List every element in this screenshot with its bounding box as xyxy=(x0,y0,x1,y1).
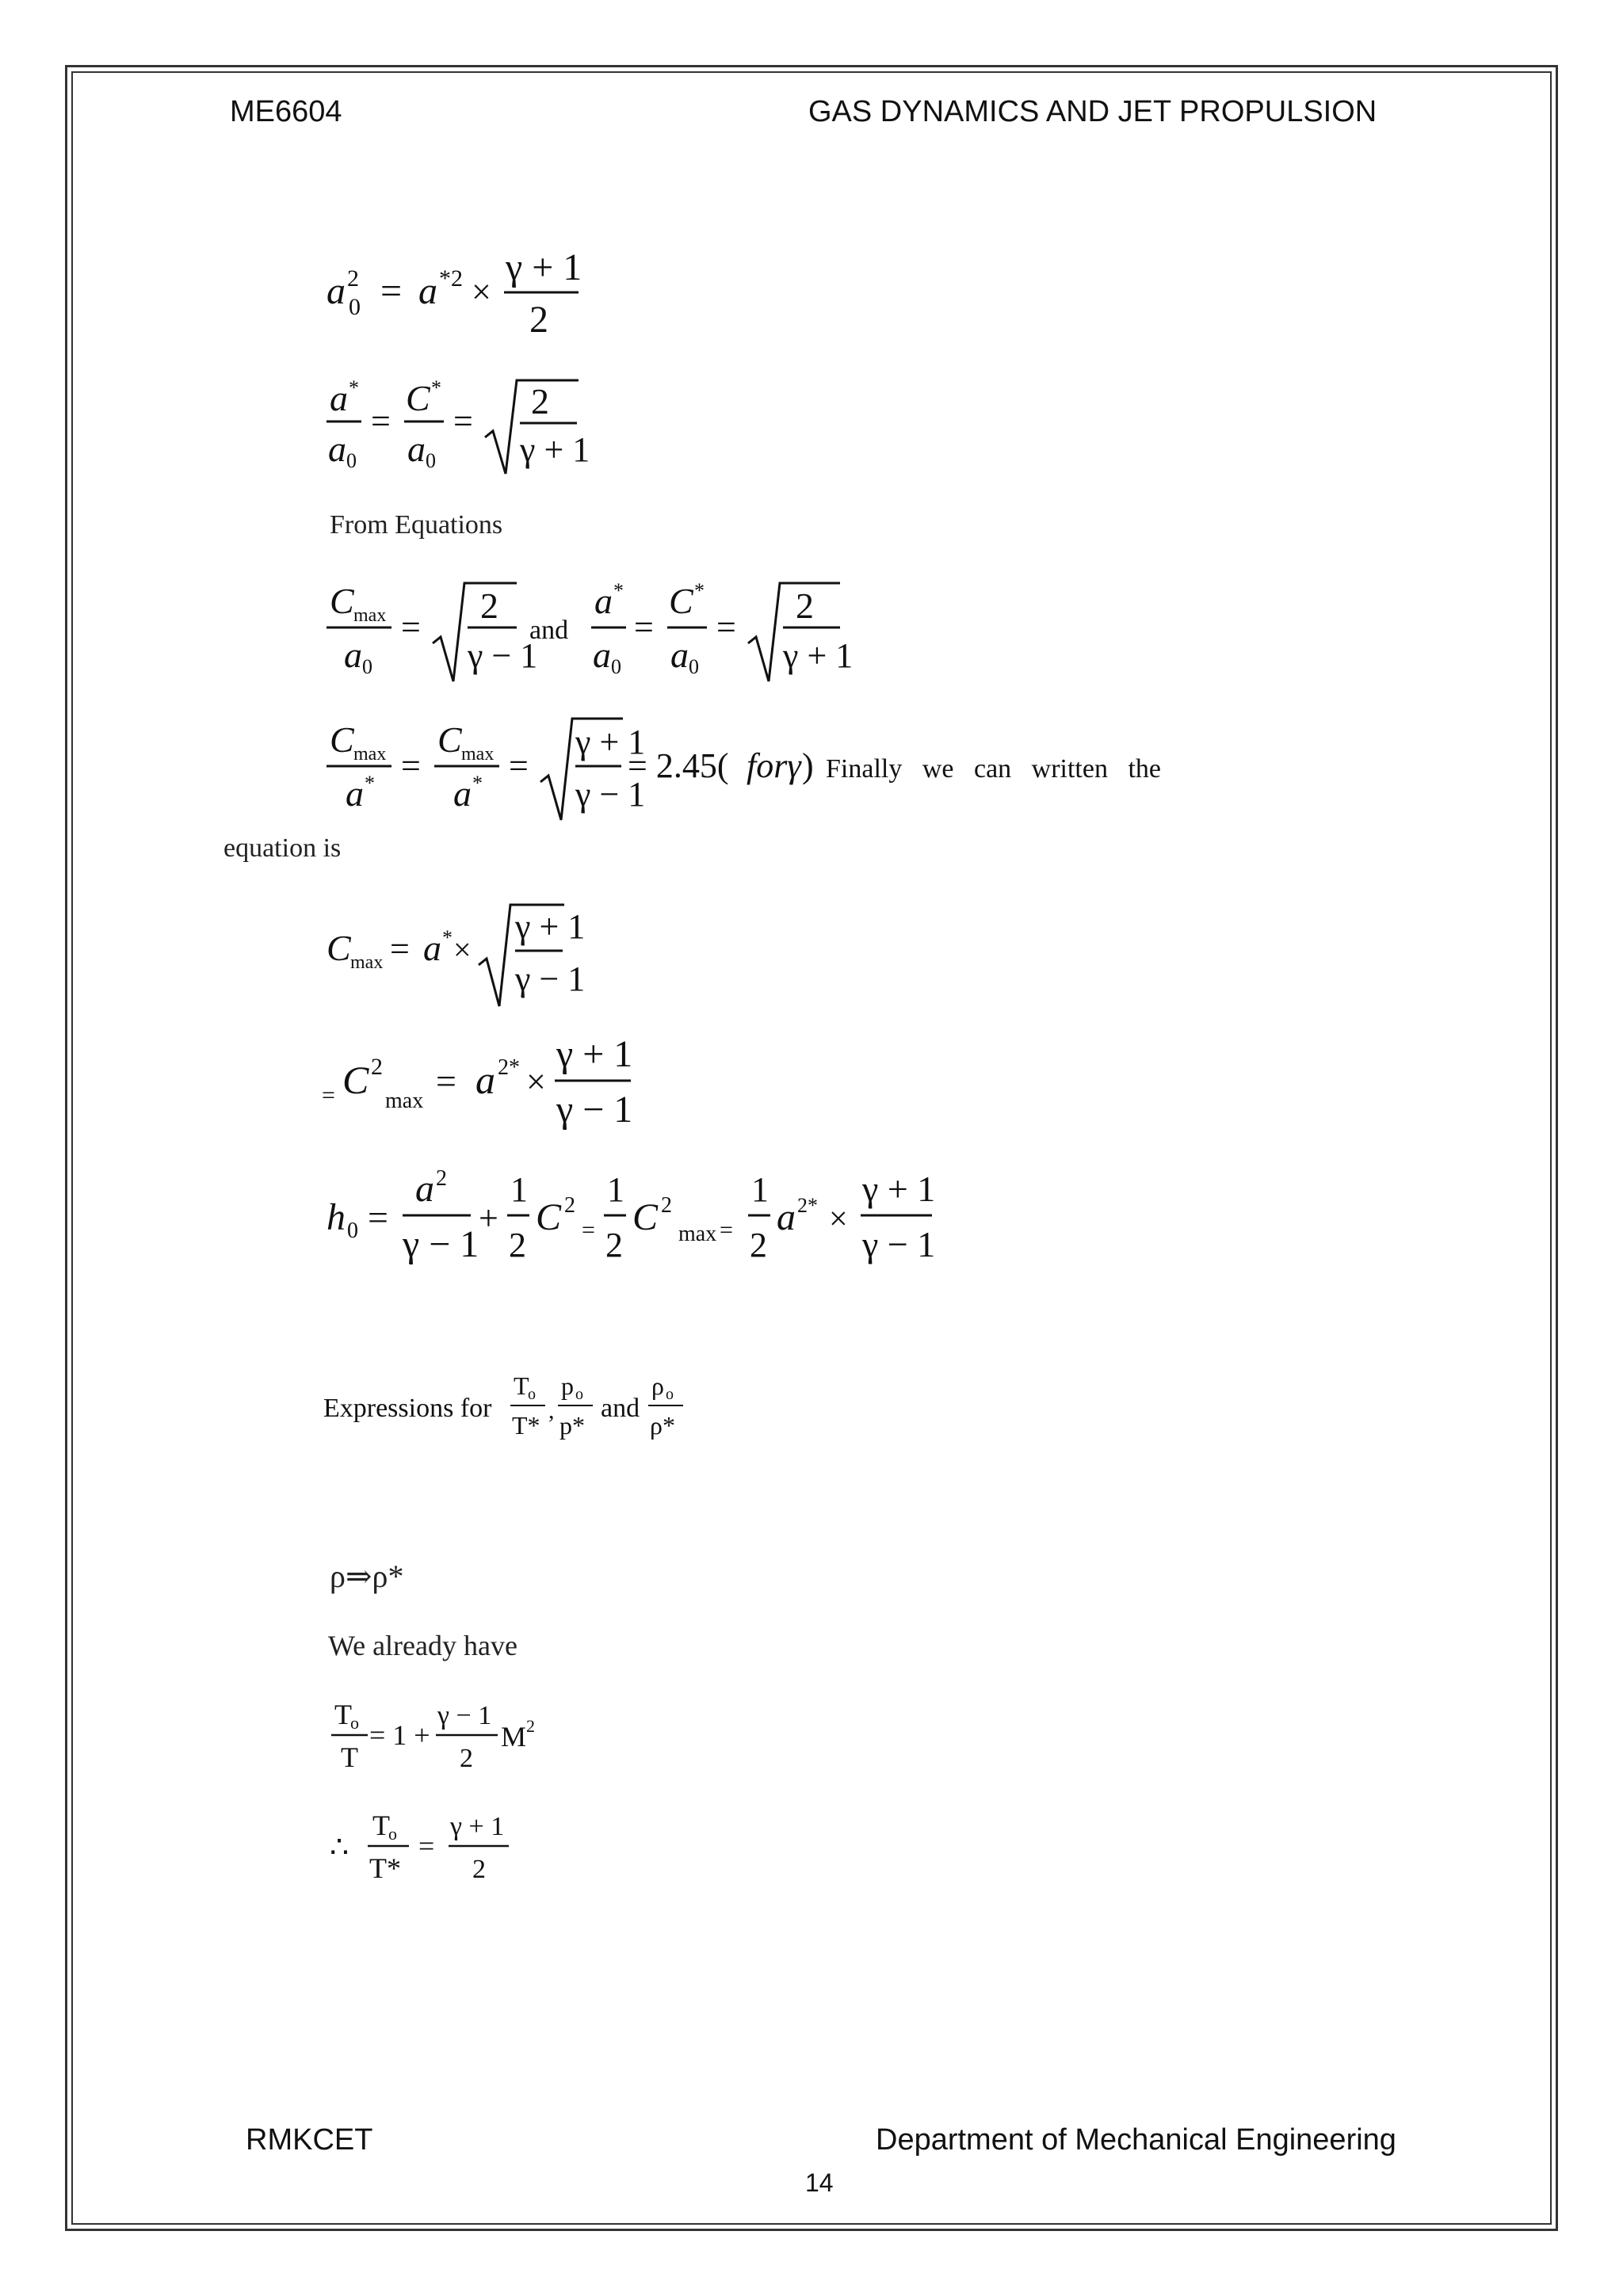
svg-text:C: C xyxy=(536,1196,562,1238)
svg-text:=: = xyxy=(582,1217,595,1243)
svg-text:*: * xyxy=(694,579,705,602)
equation-cmax-squared xyxy=(317,1030,650,1133)
svg-text:max: max xyxy=(678,1222,717,1246)
svg-text:=: = xyxy=(720,1217,733,1243)
equation-cmax xyxy=(317,895,586,1014)
text-from-equations: From Equations xyxy=(330,510,503,540)
svg-text:a: a xyxy=(777,1196,796,1238)
svg-text:2: 2 xyxy=(371,1054,383,1080)
svg-text:γ + 1: γ + 1 xyxy=(556,1033,633,1075)
header-course-code: ME6604 xyxy=(230,95,342,128)
svg-text:=: = xyxy=(436,1061,456,1101)
svg-text:1: 1 xyxy=(607,1170,624,1209)
svg-text:2: 2 xyxy=(605,1226,623,1264)
svg-text:*: * xyxy=(613,579,624,602)
svg-text:γ + 1: γ + 1 xyxy=(862,1169,936,1209)
svg-text:,: , xyxy=(548,1398,555,1424)
svg-text:2: 2 xyxy=(436,1166,447,1191)
svg-text:γ + 1: γ + 1 xyxy=(450,1812,505,1841)
svg-text:C: C xyxy=(669,581,693,621)
svg-text:2: 2 xyxy=(480,585,498,626)
svg-text:*2: *2 xyxy=(439,265,463,292)
svg-text:0: 0 xyxy=(426,449,436,472)
svg-text:C: C xyxy=(330,581,354,621)
svg-text:0: 0 xyxy=(347,1219,358,1243)
text-we-already-have: We already have xyxy=(328,1630,517,1661)
equation-cmax-over-astar xyxy=(317,709,1212,828)
svg-text:2: 2 xyxy=(796,585,814,626)
svg-text:max: max xyxy=(385,1089,424,1113)
svg-text:max: max xyxy=(353,744,387,765)
svg-text:×: × xyxy=(829,1201,848,1238)
result-value: = 2.45( xyxy=(628,746,729,785)
svg-text:2: 2 xyxy=(472,1855,486,1884)
svg-text:o: o xyxy=(350,1713,359,1733)
equation-cmax-and-critical xyxy=(317,570,856,689)
svg-text:=: = xyxy=(716,608,736,646)
svg-text:×: × xyxy=(453,932,472,967)
svg-text:C: C xyxy=(406,378,430,418)
and-connector-2: and xyxy=(601,1394,640,1423)
svg-text:o: o xyxy=(575,1386,583,1403)
svg-text:2: 2 xyxy=(531,381,549,421)
page-border-inner xyxy=(71,71,1552,2225)
svg-text:×: × xyxy=(472,273,491,311)
svg-text:C: C xyxy=(437,719,462,760)
svg-text:=: = xyxy=(390,929,410,968)
svg-text:T*: T* xyxy=(512,1411,540,1440)
svg-text:*: * xyxy=(349,376,359,399)
svg-text:o: o xyxy=(666,1386,674,1403)
svg-text:γ + 1: γ + 1 xyxy=(520,430,590,469)
svg-text:2*: 2* xyxy=(498,1055,520,1080)
svg-text:γ − 1: γ − 1 xyxy=(437,1701,492,1730)
footer-department: Department of Mechanical Engineering xyxy=(876,2123,1396,2157)
svg-text:=: = xyxy=(453,402,473,441)
svg-text:=: = xyxy=(380,270,403,312)
svg-text:γ − 1: γ − 1 xyxy=(515,959,586,998)
svg-text:a: a xyxy=(415,1168,434,1210)
svg-text:2: 2 xyxy=(526,1716,535,1736)
svg-text:a: a xyxy=(327,270,346,312)
svg-text:h: h xyxy=(327,1196,346,1238)
svg-text:T: T xyxy=(372,1810,390,1841)
text-rho-arrow: ρ⇒ρ* xyxy=(330,1558,404,1594)
svg-text:∴: ∴ xyxy=(330,1831,349,1864)
svg-text:C: C xyxy=(330,719,354,760)
svg-text:0: 0 xyxy=(346,449,357,472)
svg-text:= 1 +: = 1 + xyxy=(369,1719,430,1751)
svg-text:*: * xyxy=(431,376,441,399)
svg-text:max: max xyxy=(461,744,495,765)
svg-text:a: a xyxy=(346,773,364,814)
svg-text:0: 0 xyxy=(349,294,361,320)
svg-text:a: a xyxy=(423,928,441,968)
footer-institution: RMKCET xyxy=(246,2123,373,2157)
svg-text:=: = xyxy=(634,608,654,646)
svg-text:max: max xyxy=(353,605,387,626)
svg-text:2: 2 xyxy=(750,1226,767,1264)
svg-text:1: 1 xyxy=(510,1170,528,1209)
equation-stagnation-enthalpy xyxy=(317,1165,951,1276)
svg-text:a: a xyxy=(475,1058,495,1102)
svg-text:0: 0 xyxy=(611,655,621,678)
svg-text:0: 0 xyxy=(362,655,372,678)
svg-text:=: = xyxy=(322,1082,335,1108)
svg-text:a: a xyxy=(670,635,689,675)
svg-text:C: C xyxy=(327,928,351,968)
svg-text:T: T xyxy=(514,1371,529,1400)
svg-text:C: C xyxy=(342,1058,369,1102)
svg-text:=: = xyxy=(368,1197,388,1238)
svg-text:ρ*: ρ* xyxy=(650,1411,675,1440)
svg-text:*: * xyxy=(442,926,453,949)
svg-text:γ + 1: γ + 1 xyxy=(515,907,586,946)
for-gamma: forγ xyxy=(747,746,801,785)
svg-text:=: = xyxy=(371,402,391,441)
svg-text:2: 2 xyxy=(460,1744,473,1773)
svg-text:=: = xyxy=(418,1830,435,1862)
svg-text:a: a xyxy=(330,378,348,418)
svg-text:2: 2 xyxy=(564,1193,575,1218)
svg-text:a: a xyxy=(593,635,611,675)
page-number: 14 xyxy=(805,2168,834,2197)
svg-text:a: a xyxy=(418,270,437,312)
svg-text:0: 0 xyxy=(689,655,699,678)
svg-text:a: a xyxy=(453,773,472,814)
svg-text:a: a xyxy=(594,581,613,621)
text-finally: Finally we can written the xyxy=(826,754,1162,784)
svg-text:M: M xyxy=(501,1721,527,1753)
svg-text:a: a xyxy=(328,429,346,469)
svg-text:o: o xyxy=(528,1386,536,1403)
svg-text:a: a xyxy=(407,429,426,469)
equation-a0-squared xyxy=(317,242,602,345)
svg-text:2: 2 xyxy=(661,1193,672,1218)
svg-text:p: p xyxy=(561,1371,574,1400)
svg-text:T*: T* xyxy=(369,1852,401,1884)
svg-text:p*: p* xyxy=(559,1411,585,1440)
svg-text:×: × xyxy=(526,1062,546,1101)
svg-text:γ − 1: γ − 1 xyxy=(468,636,538,675)
svg-text:o: o xyxy=(388,1824,397,1844)
equation-critical-ratio xyxy=(317,372,602,483)
svg-text:C: C xyxy=(632,1196,659,1238)
svg-text:1: 1 xyxy=(751,1170,769,1209)
svg-text:+: + xyxy=(479,1199,498,1238)
svg-text:T: T xyxy=(341,1741,358,1773)
svg-text:γ + 1: γ + 1 xyxy=(783,636,854,675)
svg-text:=: = xyxy=(401,608,421,646)
svg-text:ρ: ρ xyxy=(651,1371,664,1400)
svg-text:a: a xyxy=(344,635,362,675)
svg-text:2: 2 xyxy=(529,299,548,341)
svg-text:2*: 2* xyxy=(797,1194,818,1217)
svg-text:γ − 1: γ − 1 xyxy=(862,1224,936,1264)
text-equation-is: equation is xyxy=(223,833,342,863)
svg-text:γ + 1: γ + 1 xyxy=(506,246,582,288)
svg-text:=: = xyxy=(509,746,529,785)
svg-text:γ + 1: γ + 1 xyxy=(575,723,646,761)
and-connector-1: and xyxy=(529,616,569,645)
text-expressions-for: Expressions for xyxy=(323,1394,492,1423)
svg-text:2: 2 xyxy=(509,1226,526,1264)
svg-text:γ − 1: γ − 1 xyxy=(403,1223,479,1265)
svg-text:*: * xyxy=(472,772,483,795)
svg-text:γ − 1: γ − 1 xyxy=(575,775,646,814)
header-course-title: GAS DYNAMICS AND JET PROPULSION xyxy=(808,95,1377,128)
svg-text:max: max xyxy=(350,952,384,973)
equation-temperature-ratio xyxy=(317,1692,571,1779)
svg-text:=: = xyxy=(401,746,421,785)
close-paren: ) xyxy=(802,746,814,785)
svg-text:2: 2 xyxy=(347,265,359,292)
svg-text:γ − 1: γ − 1 xyxy=(556,1089,633,1131)
svg-text:*: * xyxy=(365,772,375,795)
svg-text:T: T xyxy=(334,1699,352,1730)
heading-expressions xyxy=(317,1363,713,1450)
equation-critical-temperature-ratio xyxy=(317,1803,523,1890)
